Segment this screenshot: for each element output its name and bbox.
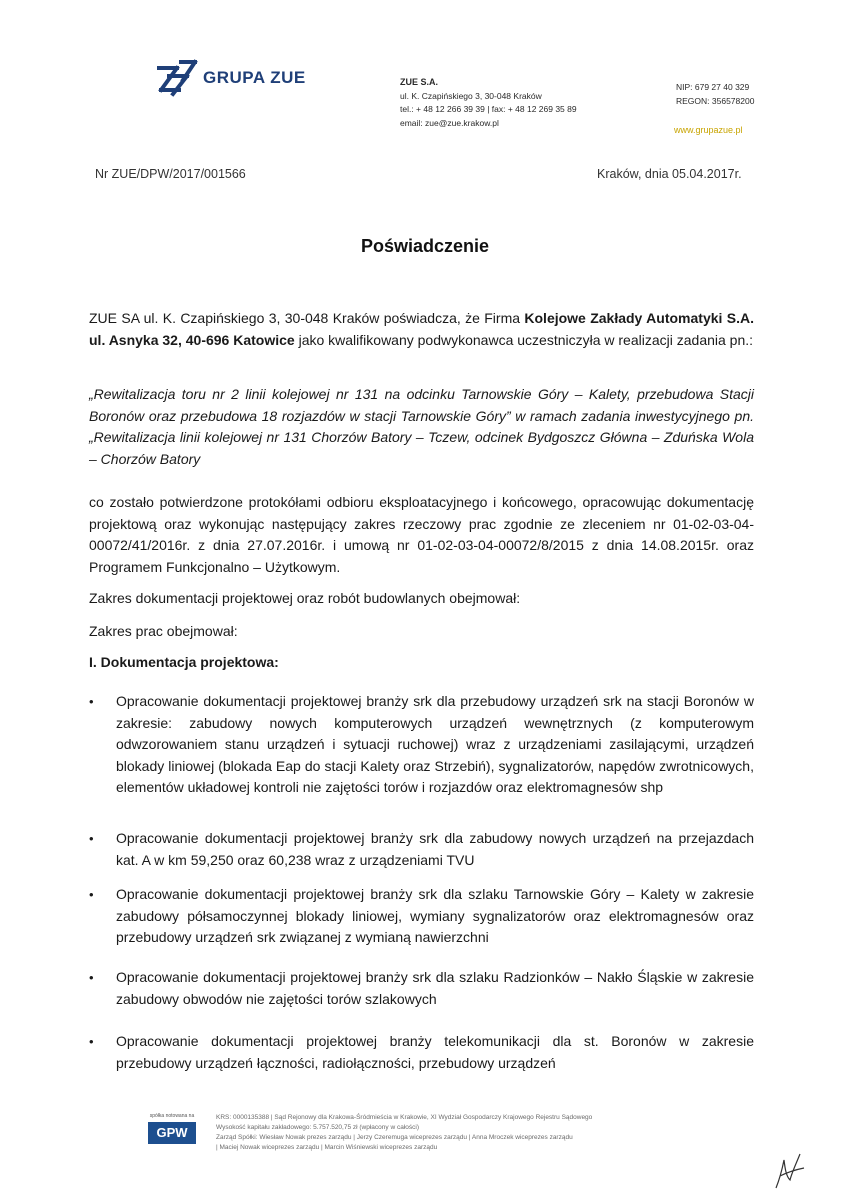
company-address: ul. K. Czapińskiego 3, 30-048 Kraków [400, 90, 542, 101]
footer-legal [216, 1113, 716, 1153]
bullet-icon: • [89, 1034, 94, 1049]
footer-line: Wysokość kapitału zakładowego: 5.757.520,75 zł (wpłacony w całości) [216, 1124, 419, 1131]
gpw-caption: spółka notowana na [149, 1113, 195, 1119]
intro-text-2: jako kwalifikowany podwykonawca uczestniczyła w realizacji zadania pn.: [294, 331, 754, 348]
project-name-paragraph: „Rewitalizacja toru nr 2 linii kolejowej nr 131 na odcinku Tarnowskie Góry – Kalety, przebudowa Stacji Boronów oraz przebudowa 18 rozjazdów w stacji Tarnowskie Góry” w ramach zadania inwestycyjnego pn. „Rewitalizacja linii kolejowej nr 131 Chorzów Batory – Tczew, odcinek Bydgoszcz Główna – Zduńska Wola – Chorzów Batory [89, 386, 754, 467]
footer-line: KRS: 0000135388 | Sąd Rejonowy dla Krakowa-Śródmieścia w Krakowie, XI Wydział Gospodarczy Krajowego Rejestru Sądowego [216, 1114, 593, 1121]
company-name: ZUE S.A. [400, 77, 439, 87]
reference-number: Nr ZUE/DPW/2017/001566 [95, 167, 246, 181]
list-item [89, 884, 754, 949]
company-ids [676, 80, 754, 108]
footer-line: | Maciej Nowak wiceprezes zarządu | Marcin Wiśniewski wiceprezes zarządu [216, 1144, 438, 1151]
subcontractor-name: Kolejowe Zakłady Automatyki S.A. ul. Asnyka 32, 40-696 Katowice [89, 310, 754, 348]
company-phone-fax: tel.: + 48 12 266 39 39 | fax: + 48 12 269 35 89 [400, 104, 577, 114]
list-item-text: Opracowanie dokumentacji projektowej branży telekomunikacji dla st. Boronów w zakresie przebudowy urządzeń łączności, radiołączności, przebudowy urządzeń [116, 1033, 754, 1071]
company-nip: NIP: 679 27 40 329 [676, 82, 750, 92]
list-item-text: Opracowanie dokumentacji projektowej branży srk dla szlaku Tarnowskie Góry – Kalety w zakresie zabudowy półsamoczynnej blokady liniowej, wymiany sygnalizatorów oraz elektromagnesów oraz przebudowy urządzeń srk związanej z wymianą nawierzchni [116, 886, 754, 945]
footer-line: Zarząd Spółki: Wiesław Nowak prezes zarządu | Jerzy Czeremuga wiceprezes zarządu | Anna Mroczek wiceprezes zarządu [216, 1134, 573, 1141]
list-item-text: Opracowanie dokumentacji projektowej branży srk dla przebudowy urządzeń srk na stacji Boronów w zakresie: zabudowy nowych komputerowych urządzeń wewnętrznych (z komputerowym odwzorowaniem stanu urządzeń i sytuacji ruchowej) wraz z urządzeniami zasilającymi, urządzeń blokady liniowej (blokada Eap do stacji Kalety oraz Strzebiń), sygnalizatorów, napędów zwrotnicowych, elementów układowej kontroli nie zajętości torów i rozjazdów oraz elektromagnesów shp [116, 693, 754, 795]
gpw-logo [148, 1113, 196, 1144]
list-item [89, 691, 754, 799]
bullet-icon: • [89, 887, 94, 902]
bullet-icon: • [89, 694, 94, 709]
list-item [89, 1031, 754, 1074]
confirmation-paragraph: co zostało potwierdzone protokółami odbioru eksploatacyjnego i końcowego, opracowując dokumentację projektową oraz wykonując następujący zakres rzeczowy prac zgodnie ze zleceniem nr 01-02-03-04-00072/41/2016r. z dnia 27.07.2016r. i umową nr 01-02-03-04-00072/8/2015 z dnia 14.08.2015r. oraz Programem Funkcjonalno – Użytkowym. [89, 494, 754, 575]
company-website[interactable]: www.grupazue.pl [674, 125, 743, 135]
date-line: Kraków, dnia 05.04.2017r. [597, 167, 742, 181]
works-line: Zakres prac obejmował: [89, 623, 238, 639]
signature-initials-icon [770, 1148, 810, 1193]
list-item-text: Opracowanie dokumentacji projektowej branży srk dla szlaku Radzionków – Nakło Śląskie w zakresie zabudowy obwodów nie zajętości torów szlakowych [116, 969, 754, 1007]
company-logo [155, 58, 306, 98]
list-item-text: Opracowanie dokumentacji projektowej branży srk dla zabudowy nowych urządzeń na przejazdach kat. A w km 59,250 oraz 60,238 wraz z urządzeniami TVU [116, 830, 754, 868]
company-email: email: zue@zue.krakow.pl [400, 117, 499, 128]
intro-paragraph [89, 308, 754, 351]
logo-text: GRUPA ZUE [203, 68, 306, 87]
bullet-icon: • [89, 970, 94, 985]
company-regon: REGON: 356578200 [676, 96, 755, 106]
grupa-zue-logo-icon [155, 58, 199, 98]
company-address-block [400, 76, 577, 130]
intro-text-1: ZUE SA ul. K. Czapińskiego 3, 30-048 Kraków poświadcza, że Firma [89, 310, 525, 326]
scope-line: Zakres dokumentacji projektowej oraz robót budowlanych obejmował: [89, 590, 521, 606]
list-item [89, 967, 754, 1010]
gpw-badge: GPW [148, 1122, 196, 1144]
document-title: Poświadczenie [360, 236, 490, 256]
section-heading: I. Dokumentacja projektowa: [89, 654, 279, 670]
list-item [89, 828, 754, 871]
bullet-icon: • [89, 831, 94, 846]
